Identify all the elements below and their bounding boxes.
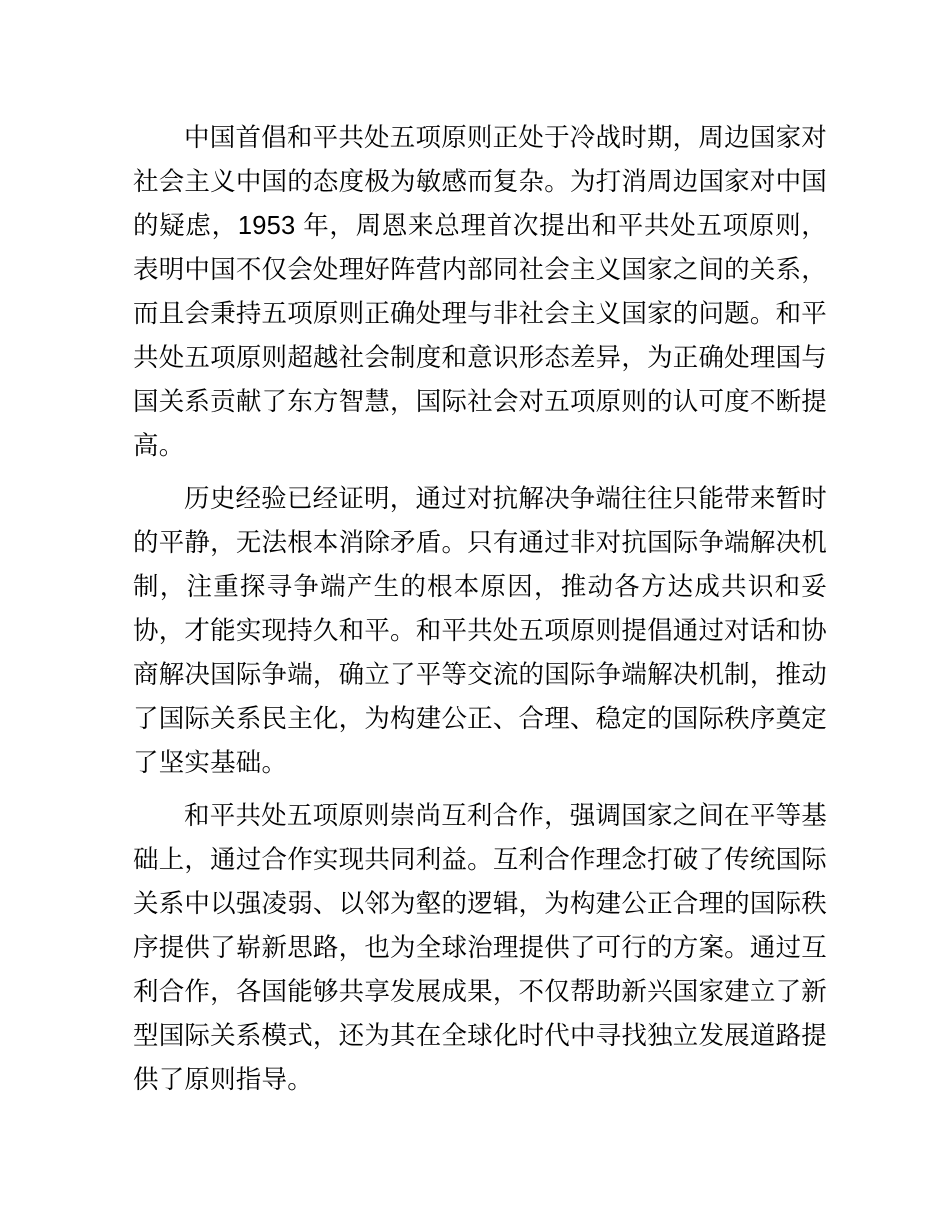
paragraph-dispute-resolution: 历史经验已经证明，通过对抗解决争端往往只能带来暂时的平静，无法根本消除矛盾。只有通过非对抗国际争端解决机制，注重探寻争端产生的根本原因，推动各方达成共识和妥协，才能实现持久和平。和平共处五项原则提倡通过对话和协商解决国际争端，确立了平等交流的国际争端解决机制，推动了国际关系民主化，为构建公正、合理、稳定的国际秩序奠定了坚实基础。 — [133, 485, 827, 777]
paragraph-mutual-benefit-cooperation: 和平共处五项原则崇尚互利合作，强调国家之间在平等基础上，通过合作实现共同利益。互利合作理念打破了传统国际关系中以强凌弱、以邻为壑的逻辑，为构建公正合理的国际秩序提供了崭新思路，也为全球治理提供了可行的方案。通过互利合作，各国能够共享发展成果，不仅帮助新兴国家建立了新型国际关系模式，还为其在全球化时代中寻找独立发展道路提供了原则指导。 — [133, 802, 827, 1094]
paragraph-origin-of-five-principles: 中国首倡和平共处五项原则正处于冷战时期，周边国家对社会主义中国的态度极为敏感而复杂。为打消周边国家对中国的疑虑，1953 年，周恩来总理首次提出和平共处五项原则，表明中国不仅会处理好阵营内部同社会主义国家之间的关系，而且会秉持五项原则正确处理与非社会主义国家的问题。和平共处五项原则超越社会制度和意识形态差异，为正确处理国与国关系贡献了东方智慧，国际社会对五项原则的认可度不断提高。 — [133, 124, 827, 460]
